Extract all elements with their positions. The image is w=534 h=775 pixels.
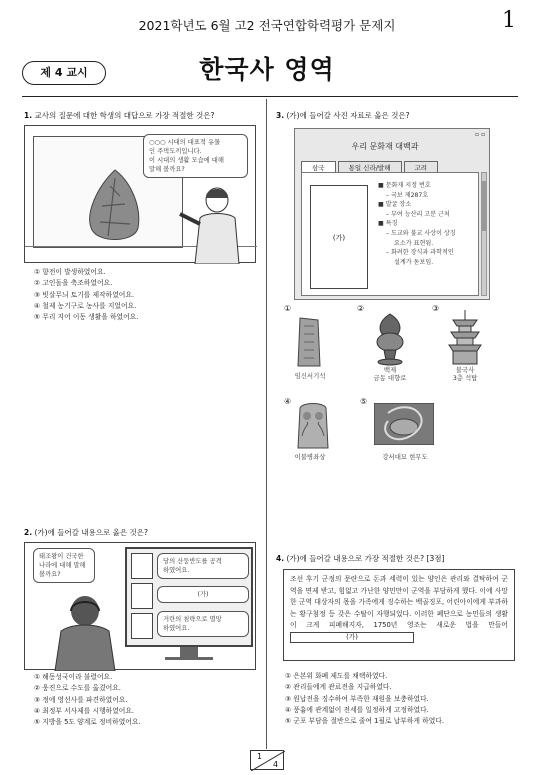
choice-label: 임신서기석 [294,372,326,380]
stone-pagoda-icon [447,308,483,366]
option[interactable]: ② 웅진으로 수도를 옮겼어요. [34,684,121,693]
option[interactable]: ④ 풍흉에 관계없이 전세를 일정하게 고정하였다. [285,705,429,714]
option[interactable]: ⑤ 군포 부담을 절반으로 줄여 1필로 납부하게 하였다. [285,717,445,726]
column-divider [266,99,267,749]
participant-avatar [131,553,153,579]
stone-tablet-icon [296,316,322,368]
choice-num[interactable]: ④ [284,397,292,406]
student-figure-icon [45,591,125,671]
black-tortoise-mural-icon [374,403,434,445]
chat-bubble-blank: (가) [157,586,249,603]
question-4: 4. (가)에 들어갈 내용으로 가장 적절한 것은? [3점] [276,554,445,563]
window-controls[interactable]: ▫▫ [475,131,488,138]
option[interactable]: ④ 철제 농기구로 농사를 지었어요. [34,301,137,310]
option[interactable]: ③ 원납전을 징수하여 부족한 재원을 보충하였다. [285,694,429,703]
tab-unified-silla[interactable]: 통일 신라/발해 [338,161,402,173]
choice-label: 강서대묘 현무도 [382,453,428,461]
q1-options [34,267,259,323]
incense-burner-icon [370,310,410,366]
q2-options [34,672,259,728]
option[interactable]: ③ 정에 영선사를 파견하였어요. [34,695,128,704]
option[interactable]: ③ 빗살무늬 토기를 제작하였어요. [34,290,135,299]
hand-axe-icon [80,166,150,246]
page-indicator [250,750,284,770]
session-badge: 제 4 교시 [22,61,106,85]
option[interactable]: ④ 최정부 서사제를 시행하였어요. [34,706,135,715]
q4-options [285,671,515,727]
exam-title: 2021학년도 6월 고2 전국연합학력평가 문제지 [138,18,396,33]
page-current: 1 [257,752,263,761]
window-title: 우리 문화재 대백과 [351,142,419,151]
passage-blank: (가) [290,632,414,643]
chat-bubble-3: 거란의 침략으로 멸망 하였어요. [157,611,249,637]
student-speech-bubble: 태조왕이 건국한 나라에 대해 말해 볼까요? [33,548,95,583]
teacher-figure-icon [175,184,255,264]
subject-title: 한국사 영역 [199,55,335,84]
option[interactable]: ⑤ 무리 지어 이동 생활을 하였어요. [34,313,139,322]
choice-num[interactable]: ⑤ [360,397,368,406]
option[interactable]: ⑤ 지방을 5도 양계로 정비하였어요. [34,718,141,727]
seated-buddhas-icon [296,400,330,450]
image-placeholder: (가) [310,185,368,289]
q4-passage: 조선 후기 군정의 문란으로 돈과 세력이 있는 양인은 관리와 결탁하여 군역을 면제 받고, 힘없고 가난한 양민만이 군역을 부담하게 했다. 이에 사망한 군역 대상자의 몫을 가족에게 징수하는 백골징포, 어린아이에게 부과하는 황구첨정 등 갖은 수탈이 자행되었다. 이러한 폐단으로 농민들의 생활이 크게 피폐해지자, 1750년 영조는 새로운 법을 만들어 (가) [290,575,508,641]
choice-label: 백제 금동 대향로 [373,366,407,382]
choice-num[interactable]: ② [357,304,365,313]
content-panel [301,172,479,296]
option[interactable]: ② 고인돌을 축조하였어요. [34,279,113,288]
q2-figure [24,542,256,670]
page-number: 1 [502,8,516,33]
artifact-info: ■ 문화재 지정 번호 – 국보 제287호 ■ 발굴 장소 – 부여 능산리 고분 근처 ■ 특징 – 도교와 불교 사상이 상징 요소가 표현됨. – 화려한 장식과 과학적인 설계가 돋보임. [378,182,456,266]
encyclopedia-window [294,128,490,300]
q1-figure [24,125,256,263]
scrollbar[interactable] [481,172,487,296]
choice-label: 불국사 3층 석탑 [452,366,478,382]
choice-num[interactable]: ① [284,304,292,313]
header-divider [22,96,518,97]
tab-samguk[interactable]: 삼국 [301,161,336,173]
option[interactable]: ① 은본위 화폐 제도를 채택하였다. [285,672,388,680]
participant-avatar [131,583,153,609]
teacher-speech-bubble: ○○○ 시대의 대표적 유물 인 주먹도끼입니다. 이 시대의 생활 모습에 대해 말해 볼까요? [143,134,248,178]
choice-num[interactable]: ③ [432,304,440,313]
option[interactable]: ① 해동성국이라 불렸어요. [34,673,113,681]
participant-avatar [131,613,153,639]
question-3: 3. (가)에 들어갈 사진 자료로 옳은 것은? [276,111,410,120]
option[interactable]: ① 향전이 발생하였어요. [34,268,106,276]
question-2: 2. (가)에 들어갈 내용으로 옳은 것은? [24,528,149,537]
chat-bubble-1: 당의 산둥반도를 공격 하였어요. [157,553,249,579]
page-total: 4 [273,760,279,769]
tab-goryeo[interactable]: 고려 [404,161,439,173]
choice-label: 이불병좌상 [294,453,326,461]
option[interactable]: ② 관리들에게 관료전을 지급하였다. [285,683,392,692]
q4-passage-box [283,569,515,661]
question-1: 1. 교사의 질문에 대한 학생의 대답으로 가장 적절한 것은? [24,111,215,120]
